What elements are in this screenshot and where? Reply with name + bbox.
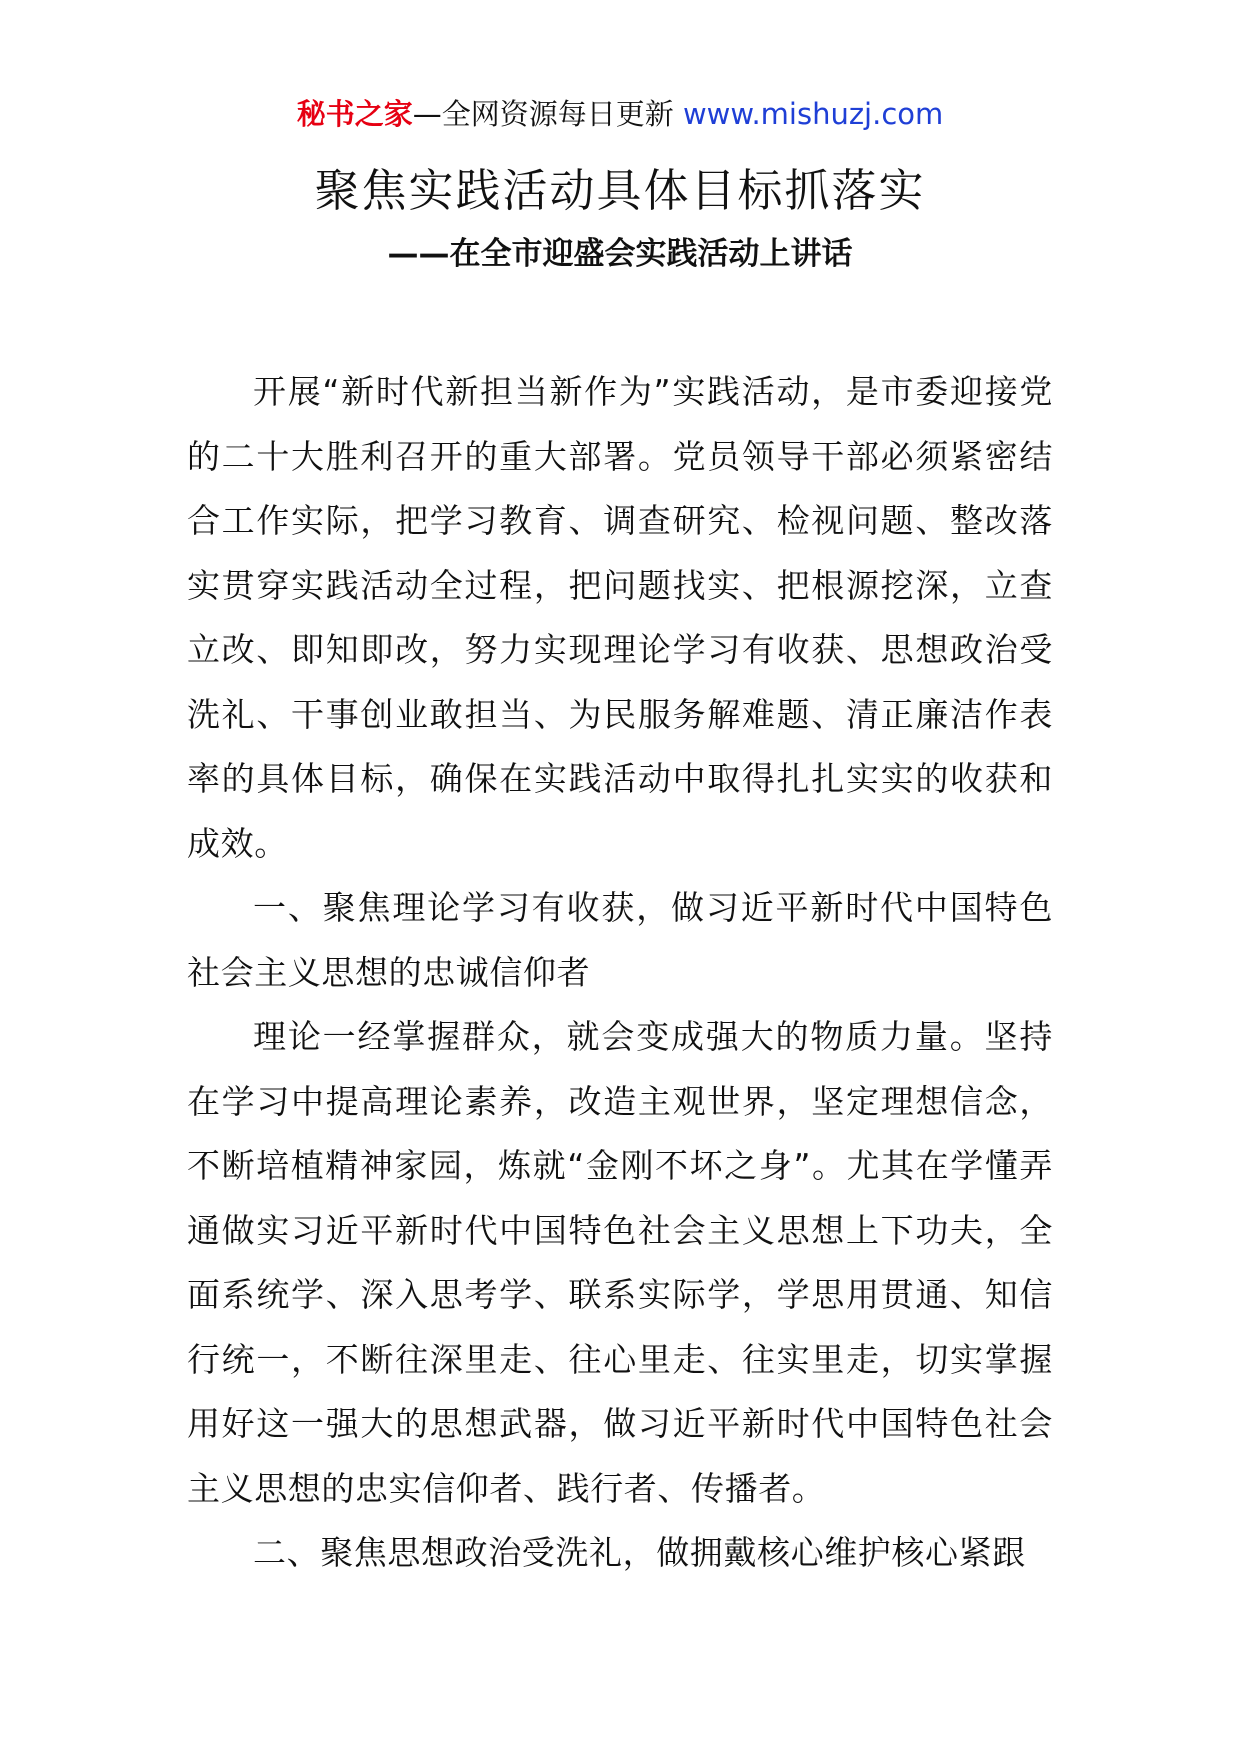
site-banner [0,94,1240,134]
section-1-paragraph: 理论一经掌握群众，就会变成强大的物质力量。坚持在学习中提高理论素养，改造主观世界，坚定理想信念，不断培植精神家园，炼就“金刚不坏之身”。尤其在学懂弄通做实习近平新时代中国特色社会主义思想上下功夫，全面系统学、深入思考学、联系实际学，学思用贯通、知信行统一，不断往深里走、往心里走、往实里走，切实掌握用好这一强大的思想武器，做习近平新时代中国特色社会主义思想的忠实信仰者、践行者、传播者。 [187,1017,1053,1508]
brand-name: 秘书之家 [296,97,413,131]
document-body [187,360,1053,1586]
section-heading-2: 二、聚焦思想政治受洗礼，做拥戴核心维护核心紧跟 [253,1533,1026,1572]
document-subtitle: ——在全市迎盛会实践活动上讲话 [387,236,853,272]
section-heading-1: 一、聚焦理论学习有收获，做习近平新时代中国特色社会主义思想的忠诚信仰者 [187,888,1053,992]
intro-paragraph: 开展“新时代新担当新作为”实践活动，是市委迎接党的二十大胜利召开的重大部署。党员领导干部必须紧密结合工作实际，把学习教育、调查研究、检视问题、整改落实贯穿实践活动全过程，把问题找实、把根源挖深，立查立改、即知即改，努力实现理论学习有收获、思想政治受洗礼、干事创业敢担当、为民服务解难题、清正廉洁作表率的具体目标，确保在实践活动中取得扎扎实实的收获和成效。 [187,372,1053,863]
banner-slogan: —全网资源每日更新 [412,97,683,131]
site-url-link[interactable]: www.mishuzj.com [682,97,944,131]
document-title: 聚焦实践活动具体目标抓落实 [314,164,926,217]
